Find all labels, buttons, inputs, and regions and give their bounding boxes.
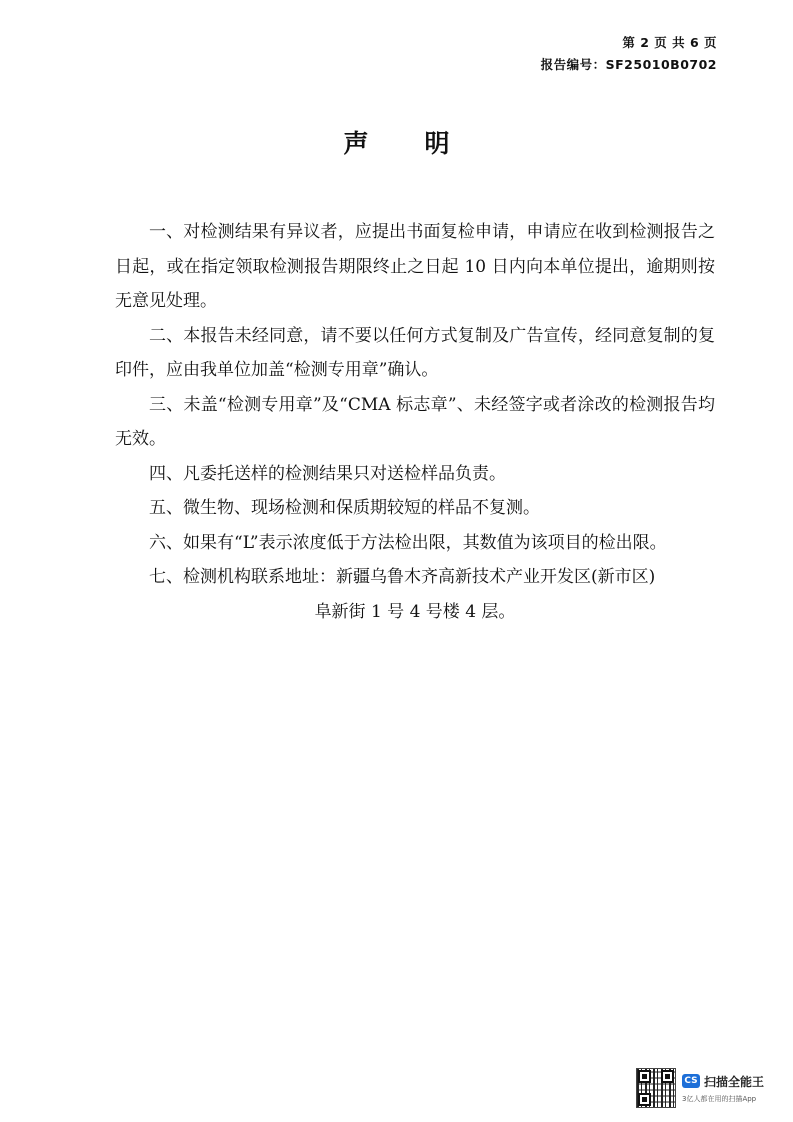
camscanner-app-name: 扫描全能王 (704, 1075, 765, 1089)
page-header (541, 32, 717, 76)
report-number: 报告编号：SF25010B0702 (540, 57, 717, 72)
camscanner-tagline: 3亿人都在用的扫描App (682, 1095, 757, 1103)
camscanner-logo-icon: CS (682, 1074, 700, 1088)
statement-item-1: 一、对检测结果有异议者，应提出书面复检申请，申请应在收到检测报告之日起，或在指定领取检测报告期限终止之日起 10 日内向本单位提出，逾期则按无意见处理。 (115, 222, 715, 311)
statement-item-5: 五、微生物、现场检测和保质期较短的样品不复测。 (149, 498, 540, 518)
camscanner-watermark (636, 1068, 786, 1108)
statement-item-2: 二、本报告未经同意，请不要以任何方式复制及广告宣传，经同意复制的复印件，应由我单位加盖“检测专用章”确认。 (115, 325, 715, 380)
statement-item-3: 三、未盖“检测专用章”及“CMA 标志章”、未经签字或者涂改的检测报告均无效。 (115, 394, 715, 449)
address-continuation: 阜新街 1 号 4 号楼 4 层。 (314, 601, 516, 622)
statement-body (115, 215, 715, 629)
statement-item-7: 七、检测机构联系地址：新疆乌鲁木齐高新技术产业开发区(新市区) (149, 567, 656, 587)
statement-item-6: 六、如果有“L”表示浓度低于方法检出限，其数值为该项目的检出限。 (149, 532, 667, 553)
page-title: 声明 (343, 129, 506, 158)
statement-item-4: 四、凡委托送样的检测结果只对送检样品负责。 (149, 463, 506, 484)
page-indicator: 第 2 页 共 6 页 (622, 35, 717, 50)
qr-code-icon (636, 1068, 676, 1108)
